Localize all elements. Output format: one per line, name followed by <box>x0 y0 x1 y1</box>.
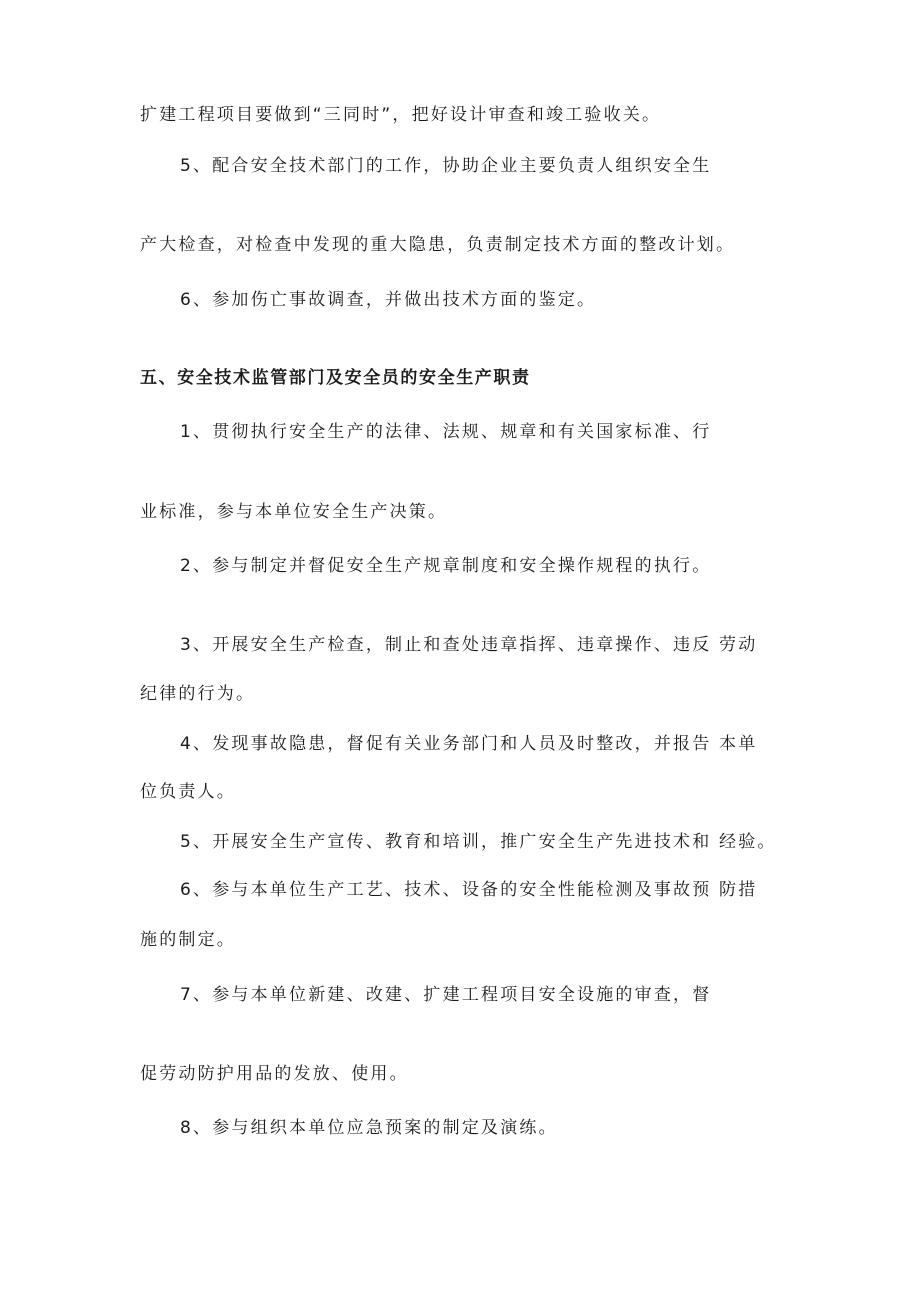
paragraph-line: 纪律的行为。 <box>140 684 256 704</box>
paragraph-line: 6、参加伤亡事故调查，并做出技术方面的鉴定。 <box>180 290 597 310</box>
paragraph-line: 5、开展安全生产宣传、教育和培训，推广安全生产先进技术和 经验。 <box>180 832 777 852</box>
paragraph-line: 6、参与本单位生产工艺、技术、设备的安全性能检测及事故预 防措 <box>180 880 758 900</box>
paragraph-line: 施的制定。 <box>140 930 236 950</box>
paragraph-line: 4、发现事故隐患，督促有关业务部门和人员及时整改，并报告 本单 <box>180 734 758 754</box>
section-heading: 五、安全技术监管部门及安全员的安全生产职责 <box>140 368 531 388</box>
paragraph-line: 位负责人。 <box>140 782 236 802</box>
paragraph-line: 促劳动防护用品的发放、使用。 <box>140 1064 409 1084</box>
paragraph-line: 1、贯彻执行安全生产的法律、法规、规章和有关国家标准、行 <box>180 422 712 442</box>
paragraph-line: 产大检查，对检查中发现的重大隐患，负责制定技术方面的整改计划。 <box>140 235 736 255</box>
paragraph-line: 扩建工程项目要做到“三同时”，把好设计审查和竣工验收关。 <box>140 105 662 125</box>
paragraph-line: 2、参与制定并督促安全生产规章制度和安全操作规程的执行。 <box>180 556 712 576</box>
paragraph-line: 业标准，参与本单位安全生产决策。 <box>140 502 448 522</box>
paragraph-line: 3、开展安全生产检查，制止和查处违章指挥、违章操作、违反 劳动 <box>180 635 758 655</box>
paragraph-line: 8、参与组织本单位应急预案的制定及演练。 <box>180 1118 558 1138</box>
paragraph-line: 7、参与本单位新建、改建、扩建工程项目安全设施的审查，督 <box>180 985 712 1005</box>
paragraph-line: 5、配合安全技术部门的工作，协助企业主要负责人组织安全生 <box>180 156 712 176</box>
